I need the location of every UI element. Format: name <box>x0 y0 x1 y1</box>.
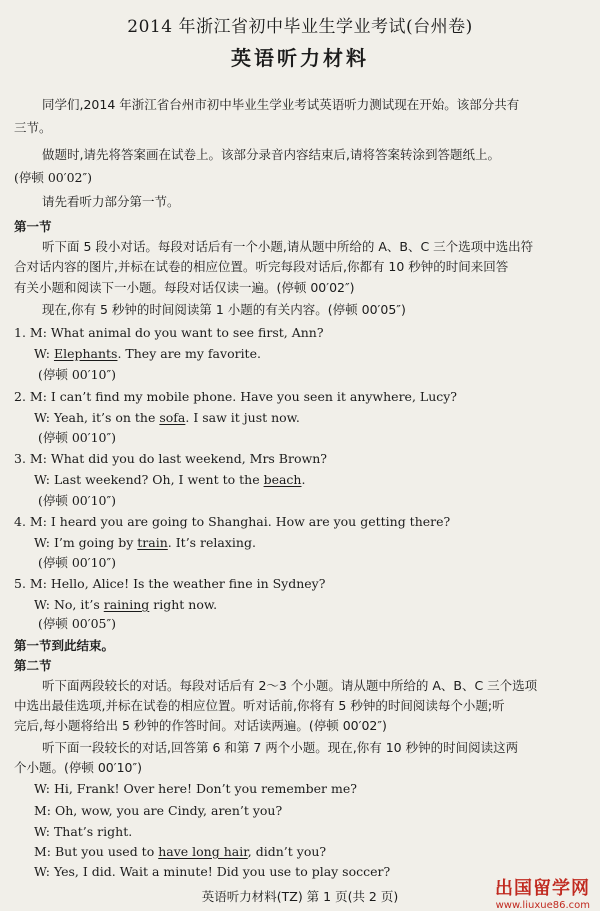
answer-underline: raining <box>103 597 150 612</box>
question-2-woman: W: Yeah, it’s on the sofa. I saw it just now. <box>34 410 300 425</box>
watermark-logo <box>495 874 590 911</box>
page-title: 2014 年浙江省初中毕业生学业考试(台州卷) <box>127 17 473 37</box>
intro-paragraph-2-line-2: (停顿 00′02″) <box>14 170 93 185</box>
section-1-end: 第一节到此结束。 <box>14 638 115 653</box>
section-1-instruction-line-3: 有关小题和阅读下一小题。每段对话仅读一遍。(停顿 00′02″) <box>14 280 355 295</box>
dialogue-line-4: M: But you used to have long hair, didn’t you? <box>34 844 327 859</box>
question-1-pause: (停顿 00′10″) <box>38 367 117 382</box>
section-2-instruction-line-5: 个小题。(停顿 00′10″) <box>14 760 143 775</box>
section-2-instruction-line-3: 完后,每小题将给出 5 秒钟的作答时间。对话读两遍。(停顿 00′02″) <box>14 718 387 733</box>
intro-paragraph-1-line-1: 同学们,2014 年浙江省台州市初中毕业生学业考试英语听力测试现在开始。该部分共有 <box>42 97 520 112</box>
question-2-man: 2. M: I can’t find my mobile phone. Have you seen it anywhere, Lucy? <box>14 389 458 404</box>
dialogue-line-5: W: Yes, I did. Wait a minute! Did you use to play soccer? <box>34 864 391 879</box>
dialogue-line-1: W: Hi, Frank! Over here! Don’t you remember me? <box>34 781 357 796</box>
question-5-woman: W: No, it’s raining right now. <box>34 597 218 612</box>
page-subtitle: 英语听力材料 <box>231 46 369 70</box>
dialogue-line-3: W: That’s right. <box>34 824 133 839</box>
question-1-man: 1. M: What animal do you want to see first, Ann? <box>14 325 324 340</box>
answer-underline: sofa <box>159 410 186 425</box>
watermark-url: www.liuxue86.com <box>495 900 590 911</box>
answer-underline: Elephants <box>53 346 118 361</box>
watermark-name: 出国留学网 <box>495 878 590 899</box>
section-2-heading: 第二节 <box>14 658 52 673</box>
page-footer: 英语听力材料(TZ) 第 1 页(共 2 页) <box>201 889 399 904</box>
answer-underline: train <box>137 535 168 550</box>
intro-paragraph-2-line-1: 做题时,请先将答案画在试卷上。该部分录音内容结束后,请将答案转涂到答题纸上。 <box>42 147 500 162</box>
section-2-instruction-line-1: 听下面两段较长的对话。每段对话后有 2～3 个小题。请从题中所给的 A、B、C 三个选项 <box>42 678 538 693</box>
section-2-instruction-line-4: 听下面一段较长的对话,回答第 6 和第 7 两个小题。现在,你有 10 秒钟的时间阅读这两 <box>42 740 519 755</box>
section-1-instruction-line-2: 合对话内容的图片,并标在试卷的相应位置。听完每段对话后,你都有 10 秒钟的时间来回答 <box>14 259 509 274</box>
dialogue-line-2: M: Oh, wow, you are Cindy, aren’t you? <box>34 803 283 818</box>
question-3-pause: (停顿 00′10″) <box>38 493 117 508</box>
intro-paragraph-3: 请先看听力部分第一节。 <box>42 194 180 209</box>
section-1-instruction-line-4: 现在,你有 5 秒钟的时间阅读第 1 小题的有关内容。(停顿 00′05″) <box>42 302 406 317</box>
section-2-instruction-line-2: 中选出最佳选项,并标在试卷的相应位置。听对话前,你将有 5 秒钟的时间阅读每个小题;听 <box>14 698 505 713</box>
section-1-heading: 第一节 <box>14 219 52 234</box>
answer-underline: beach <box>263 472 302 487</box>
question-5-pause: (停顿 00′05″) <box>38 616 117 631</box>
question-4-woman: W: I’m going by train. It’s relaxing. <box>34 535 256 550</box>
intro-paragraph-1-line-2: 三节。 <box>14 120 52 135</box>
section-1-instruction-line-1: 听下面 5 段小对话。每段对话后有一个小题,请从题中所给的 A、B、C 三个选项中选出符 <box>42 239 534 254</box>
question-3-man: 3. M: What did you do last weekend, Mrs Brown? <box>14 451 327 466</box>
answer-underline: have long hair <box>158 844 248 859</box>
question-1-woman: W: Elephants. They are my favorite. <box>34 346 261 361</box>
question-4-pause: (停顿 00′10″) <box>38 555 117 570</box>
question-4-man: 4. M: I heard you are going to Shanghai. How are you getting there? <box>14 514 451 529</box>
question-5-man: 5. M: Hello, Alice! Is the weather fine in Sydney? <box>14 576 326 591</box>
question-3-woman: W: Last weekend? Oh, I went to the beach. <box>34 472 306 487</box>
question-2-pause: (停顿 00′10″) <box>38 430 117 445</box>
